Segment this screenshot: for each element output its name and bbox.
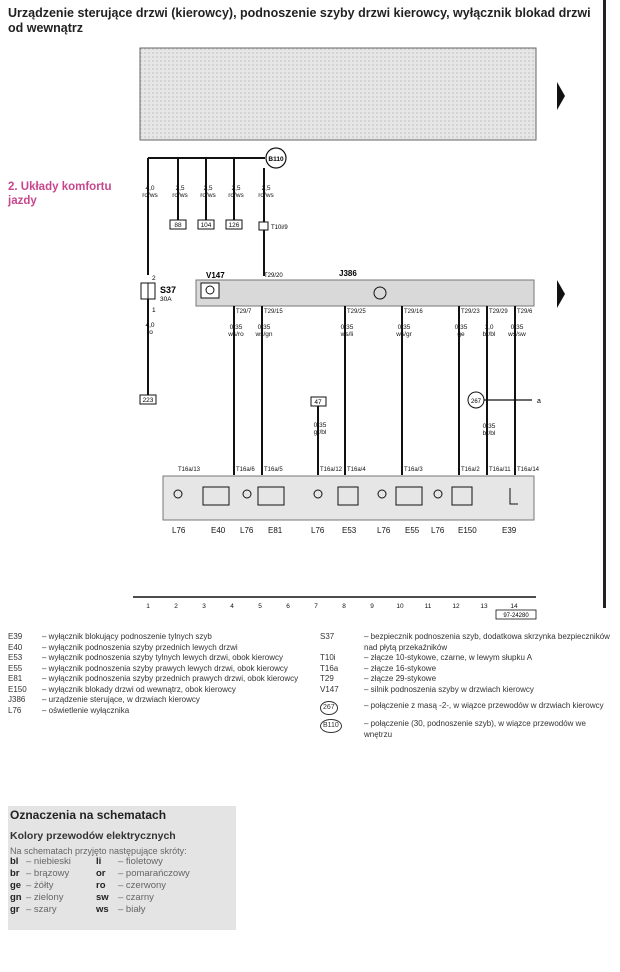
svg-text:L76: L76 <box>431 526 445 535</box>
conn-t29-15: T29/15 <box>264 309 283 315</box>
relay-panel <box>140 48 536 140</box>
wire-size-3: 2,5 <box>203 185 213 192</box>
svg-text:4: 4 <box>230 603 234 610</box>
conn-t29-6: T29/6 <box>517 309 533 315</box>
svg-text:ws/li: ws/li <box>340 331 354 338</box>
svg-text:E150: E150 <box>458 526 477 535</box>
svg-text:11: 11 <box>424 603 432 610</box>
legend-item: E55 – wyłącznik podnoszenia szyby prawych lewych drzwi, obok kierowcy <box>8 663 288 673</box>
svg-text:L76: L76 <box>240 526 254 535</box>
ref-a: a <box>537 398 541 405</box>
svg-text:8: 8 <box>342 603 346 610</box>
section-label: 2. Układy komfortu jazdy <box>8 181 112 207</box>
legend-right <box>320 632 610 740</box>
svg-text:9: 9 <box>370 603 374 610</box>
legend-item: E81 – wyłącznik podnoszenia szyby przednich prawych drzwi, obok kierowcy <box>8 674 299 683</box>
legend-item: E39 – wyłącznik blokujący podnoszenie tylnych szyb <box>8 632 212 641</box>
svg-text:T16a/12: T16a/12 <box>320 467 343 473</box>
svg-text:E55: E55 <box>405 526 420 535</box>
svg-text:T16a/6: T16a/6 <box>236 467 255 473</box>
control-unit-j386 <box>196 280 534 306</box>
svg-text:T16a/11: T16a/11 <box>489 467 511 473</box>
svg-text:10: 10 <box>396 603 404 610</box>
svg-text:0,35: 0,35 <box>454 324 468 331</box>
svg-text:7: 7 <box>314 603 318 610</box>
svg-text:ge: ge <box>457 331 465 338</box>
svg-text:14: 14 <box>510 603 518 610</box>
wire-fuse-size: 4,0 <box>145 322 155 329</box>
svg-text:T16a/3: T16a/3 <box>404 467 423 473</box>
wire-color-2: ro/ws <box>172 192 188 199</box>
color-abbrev-grid: bl – niebieski li – fioletowy br – brązowy or – pomarańczowy ge – żółty ro – czerwony gn – zielony sw – czarny gr – szary ws – biały <box>10 856 190 915</box>
svg-text:6: 6 <box>286 603 290 610</box>
wire-size-2: 2,5 <box>175 185 185 192</box>
conn-t29-29: T29/29 <box>489 309 508 315</box>
svg-text:T16a/4: T16a/4 <box>347 467 366 473</box>
svg-text:2: 2 <box>174 603 178 610</box>
continue-arrow-top <box>557 82 565 110</box>
key-subheading: Kolory przewodów elektrycznych <box>10 830 176 842</box>
svg-text:1: 1 <box>146 603 150 610</box>
svg-text:3: 3 <box>202 603 206 610</box>
svg-text:0,35: 0,35 <box>257 324 271 331</box>
wire-size-4: 2,5 <box>231 185 241 192</box>
wire-size-1: 4,0 <box>145 185 155 192</box>
svg-text:T16a/14: T16a/14 <box>517 467 540 473</box>
legend-item: 267 – połączenie z masą -2-, w wiązce przewodów w drzwiach kierowcy <box>320 701 610 715</box>
svg-text:1,0: 1,0 <box>484 324 494 331</box>
svg-text:0,35: 0,35 <box>340 324 354 331</box>
legend-left <box>8 632 310 716</box>
svg-text:L76: L76 <box>172 526 186 535</box>
svg-text:L76: L76 <box>311 526 325 535</box>
legend-item: T16a – złącze 16-stykowe <box>320 663 437 673</box>
key-intro: Na schematach przyjęto następujące skróty: <box>10 846 187 856</box>
legend-item: E150 – wyłącznik blokady drzwi od wewnątrz, obok kierowcy <box>8 684 236 694</box>
svg-text:267: 267 <box>470 399 482 405</box>
switch-panel <box>163 476 534 520</box>
svg-text:0,35: 0,35 <box>229 324 243 331</box>
legend-item: S37 – bezpiecznik podnoszenia szyb, dodatkowa skrzynka bezpieczników nad płytą przekaźników <box>320 632 610 652</box>
legend-item: E40 – wyłącznik podnoszenia szyby przednich lewych drzwi <box>8 642 238 652</box>
legend-item: V147 – silnik podnoszenia szyby w drzwiach kierowcy <box>320 684 534 694</box>
conn-t29-20: T29/20 <box>264 273 283 279</box>
wire-color-key <box>8 806 236 930</box>
key-heading: Oznaczenia na schematach <box>10 808 167 822</box>
legend-item: E53 – wyłącznik podnoszenia szyby tylnych lewych drzwi, obok kierowcy <box>8 653 283 662</box>
ground-47: 47 <box>314 399 322 406</box>
svg-text:S37: S37 <box>160 285 177 295</box>
ground-223: 223 <box>142 397 154 404</box>
svg-text:ws/ro: ws/ro <box>228 331 244 338</box>
svg-text:E53: E53 <box>342 526 357 535</box>
conn-t29-23: T29/23 <box>461 309 480 315</box>
svg-text:0,35: 0,35 <box>397 324 411 331</box>
svg-text:L76: L76 <box>377 526 391 535</box>
control-unit-label: J386 <box>339 269 357 278</box>
svg-text:12: 12 <box>452 603 460 610</box>
ground-104: 104 <box>200 222 212 229</box>
scale-numbers <box>146 603 518 610</box>
conn-t29-7: T29/7 <box>236 309 252 315</box>
ground-126: 126 <box>228 222 240 229</box>
svg-text:ws/sw: ws/sw <box>508 331 526 338</box>
wire-color-1: ro/ws <box>142 192 158 199</box>
legend-item: L76 – oświetlenie wyłącznika <box>8 705 130 715</box>
fuse-s37 <box>141 275 176 314</box>
connection-267 <box>468 392 484 408</box>
svg-text:13: 13 <box>480 603 488 610</box>
svg-text:br/bl: br/bl <box>482 430 496 437</box>
svg-text:T16a/13: T16a/13 <box>178 467 201 473</box>
wire-fuse-color: ro <box>147 329 153 336</box>
svg-text:1: 1 <box>152 307 156 314</box>
svg-text:0,35: 0,35 <box>313 422 327 429</box>
continue-arrow-mid <box>557 280 565 308</box>
page-title: Urządzenie sterujące drzwi (kierowcy), podnoszenie szyby drzwi kierowcy, wyłącznik blokad drzwi od wewnątrz <box>8 6 591 35</box>
svg-text:gr/bl: gr/bl <box>313 429 327 436</box>
svg-text:E39: E39 <box>502 526 517 535</box>
svg-text:0,35: 0,35 <box>510 324 524 331</box>
wire-color-5: ro/ws <box>258 192 274 199</box>
svg-text:2: 2 <box>152 275 156 282</box>
svg-text:0,35: 0,35 <box>482 423 496 430</box>
wire-color-4: ro/ws <box>228 192 244 199</box>
conn-t10i9: T10i/9 <box>271 225 288 231</box>
svg-text:T16a/5: T16a/5 <box>264 467 283 473</box>
svg-text:ws/gn: ws/gn <box>255 331 273 338</box>
ground-88: 88 <box>174 222 182 229</box>
legend-item: J386 – urządzenie sterujące, w drzwiach kierowcy <box>8 695 200 704</box>
svg-text:E40: E40 <box>211 526 226 535</box>
legend-item: T29 – złącze 29-stykowe <box>320 674 437 683</box>
svg-text:E81: E81 <box>268 526 283 535</box>
svg-text:5: 5 <box>258 603 262 610</box>
wire-color-3: ro/ws <box>200 192 216 199</box>
svg-text:30A: 30A <box>160 296 172 303</box>
legend-item: B110 – połączenie (30, podnoszenie szyb), w wiązce przewodów we wnętrzu <box>320 719 610 740</box>
conn-t29-16: T29/16 <box>404 309 423 315</box>
legend-item: T10i – złącze 10-stykowe, czarne, w lewym słupku A <box>320 653 533 662</box>
connection-b110 <box>266 148 286 168</box>
svg-text:B110: B110 <box>268 156 284 163</box>
svg-text:ws/gr: ws/gr <box>396 331 412 338</box>
motor-v147: V147 <box>206 271 225 280</box>
svg-text:T16a/2: T16a/2 <box>461 467 480 473</box>
conn-t29-25: T29/25 <box>347 309 366 315</box>
drawing-number: 97-24280 <box>503 613 529 619</box>
svg-text:br/bl: br/bl <box>482 331 496 338</box>
wire-size-5: 2,5 <box>261 185 271 192</box>
